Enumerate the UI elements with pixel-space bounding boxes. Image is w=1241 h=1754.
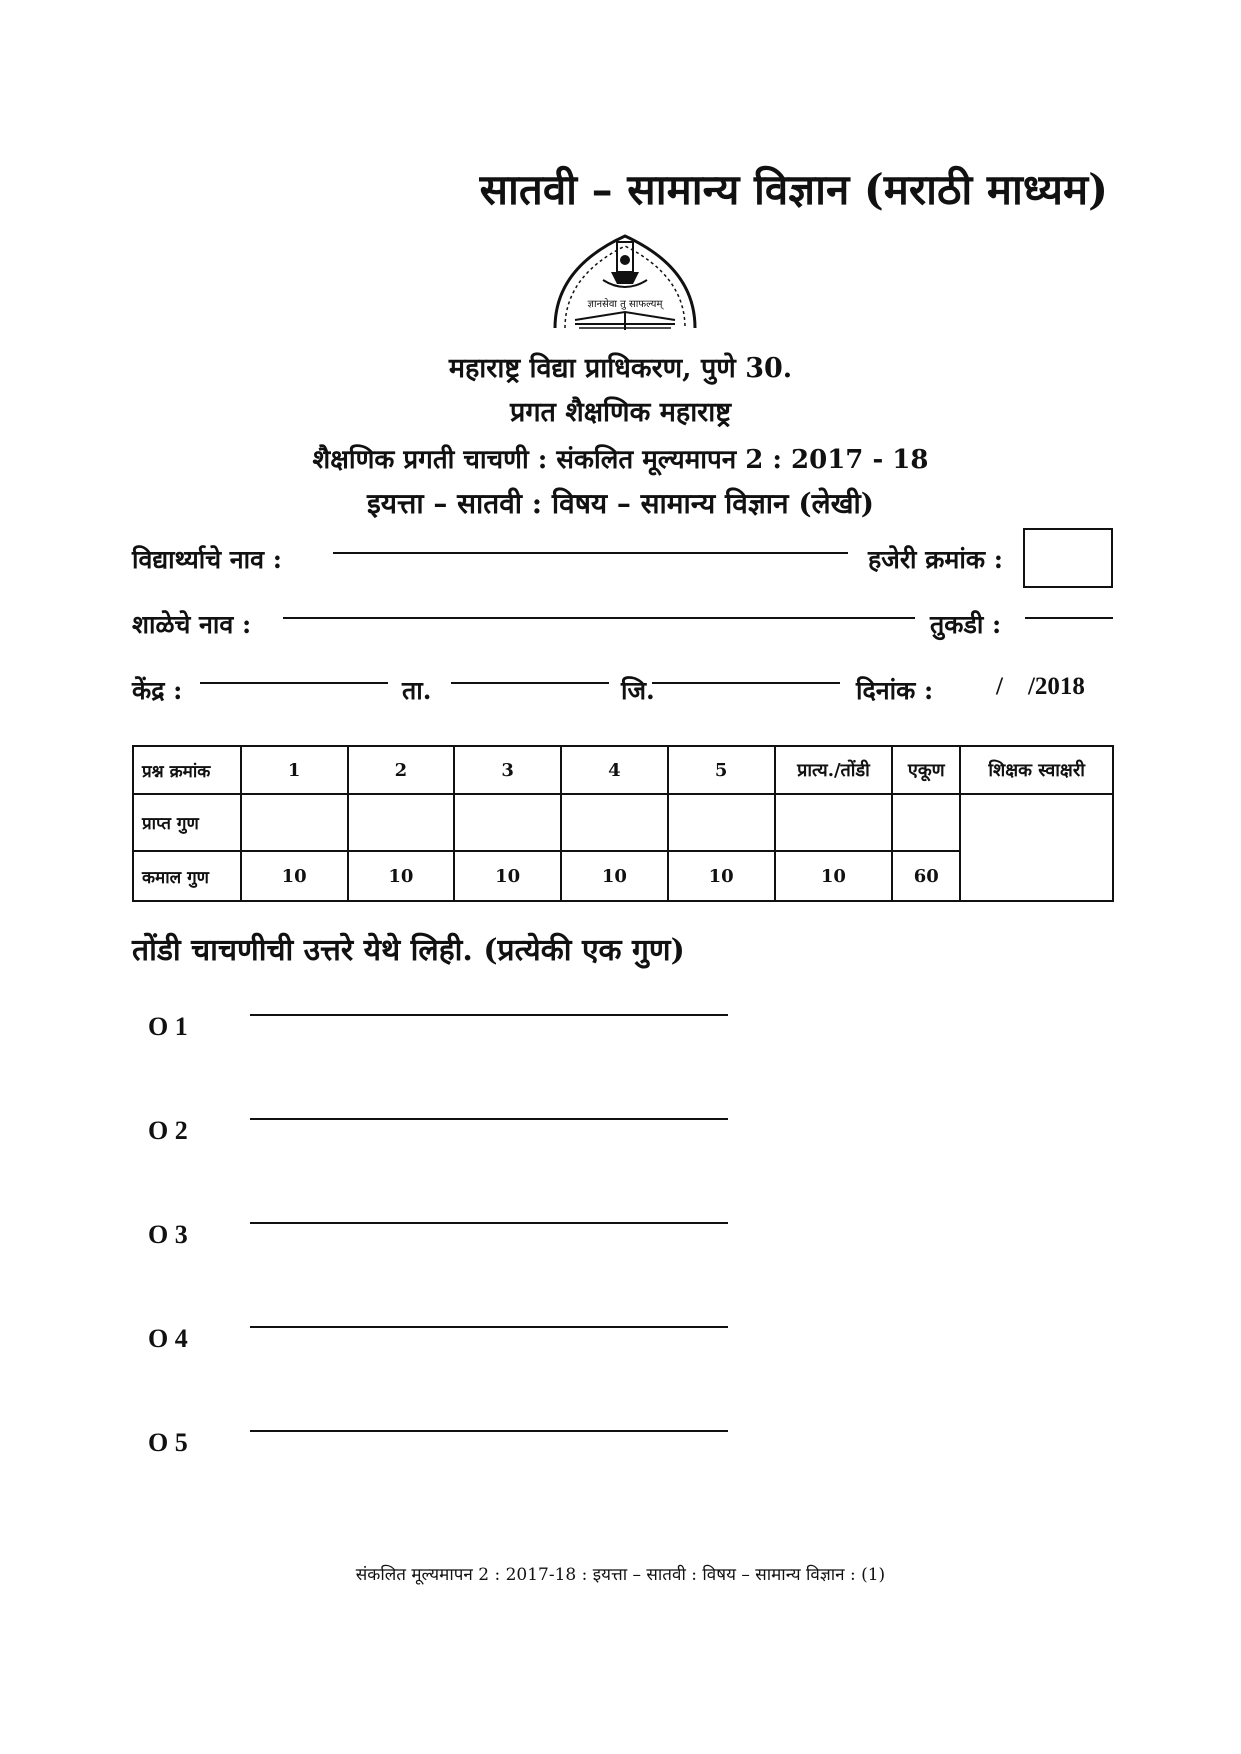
max-label: कमाल गुण	[133, 851, 241, 901]
taluka-label: ता.	[402, 676, 432, 705]
obtained-cell[interactable]	[668, 794, 775, 851]
max-cell: 10	[454, 851, 561, 901]
max-cell: 10	[241, 851, 348, 901]
division-field[interactable]	[1025, 617, 1113, 619]
page-title: सातवी – सामान्य विज्ञान (मराठी माध्यम)	[479, 165, 1108, 214]
obtained-cell[interactable]	[892, 794, 960, 851]
student-name-label: विद्यार्थ्याचे नाव :	[132, 545, 282, 574]
max-cell: 10	[775, 851, 893, 901]
date-label: दिनांक :	[856, 676, 934, 705]
division-label: तुकडी :	[930, 610, 1002, 639]
district-field[interactable]	[652, 682, 840, 684]
center-field[interactable]	[200, 682, 388, 684]
date-value: / /2018	[996, 673, 1085, 700]
authority-name: महाराष्ट्र विद्या प्राधिकरण, पुणे 30.	[448, 353, 793, 384]
school-name-label: शाळेचे नाव :	[132, 610, 252, 639]
header-cell: 1	[241, 746, 348, 794]
oral-answer-line[interactable]	[250, 1222, 728, 1224]
max-cell: 10	[348, 851, 455, 901]
logo-motto: ज्ञानसेवा तु साफल्यम्	[587, 299, 663, 310]
page-footer: संकलित मूल्यमापन 2 : 2017-18 : इयत्ता – सातवी : विषय – सामान्य विज्ञान : (1)	[355, 1565, 886, 1585]
oral-answer-line[interactable]	[250, 1326, 728, 1328]
oral-answer-line[interactable]	[250, 1014, 728, 1016]
oral-question-label: O 3	[148, 1220, 188, 1249]
obtained-cell[interactable]	[775, 794, 893, 851]
header-cell: 2	[348, 746, 455, 794]
max-cell: 10	[561, 851, 668, 901]
obtained-cell[interactable]	[454, 794, 561, 851]
oral-answer-line[interactable]	[250, 1118, 728, 1120]
header-cell: प्रात्य./तोंडी	[775, 746, 893, 794]
oral-answer-line[interactable]	[250, 1430, 728, 1432]
district-label: जि.	[621, 676, 655, 705]
class-subject: इयत्ता – सातवी : विषय – सामान्य विज्ञान (लेखी)	[367, 487, 874, 520]
oral-question-label: O 4	[148, 1324, 188, 1353]
max-cell: 60	[892, 851, 960, 901]
roll-no-box[interactable]	[1023, 528, 1113, 588]
taluka-field[interactable]	[451, 682, 609, 684]
header-cell: 5	[668, 746, 775, 794]
obtained-cell[interactable]	[561, 794, 668, 851]
teacher-signature-cell[interactable]	[960, 794, 1113, 901]
roll-no-label: हजेरी क्रमांक :	[868, 545, 1003, 574]
oral-question-label: O 2	[148, 1116, 188, 1145]
emblem-logo-icon	[545, 228, 705, 340]
test-name: शैक्षणिक प्रगती चाचणी : संकलित मूल्यमापन 2 : 2017 - 18	[312, 445, 929, 475]
obtained-marks-row	[133, 794, 1113, 851]
school-name-field[interactable]	[283, 617, 915, 619]
obtained-cell[interactable]	[348, 794, 455, 851]
header-cell: प्रश्न क्रमांक	[133, 746, 241, 794]
max-cell: 10	[668, 851, 775, 901]
header-cell: एकूण	[892, 746, 960, 794]
obtained-label: प्राप्त गुण	[133, 794, 241, 851]
center-label: केंद्र :	[132, 676, 183, 705]
obtained-cell[interactable]	[241, 794, 348, 851]
oral-section-heading: तोंडी चाचणीची उत्तरे येथे लिही. (प्रत्येकी एक गुण)	[132, 933, 685, 968]
table-header-row	[133, 746, 1113, 794]
oral-question-label: O 1	[148, 1012, 188, 1041]
header-cell: शिक्षक स्वाक्षरी	[960, 746, 1113, 794]
oral-question-label: O 5	[148, 1428, 188, 1457]
program-name: प्रगत शैक्षणिक महाराष्ट्र	[509, 397, 731, 428]
student-name-field[interactable]	[333, 552, 848, 554]
header-cell: 3	[454, 746, 561, 794]
marks-table	[132, 745, 1114, 902]
header-cell: 4	[561, 746, 668, 794]
